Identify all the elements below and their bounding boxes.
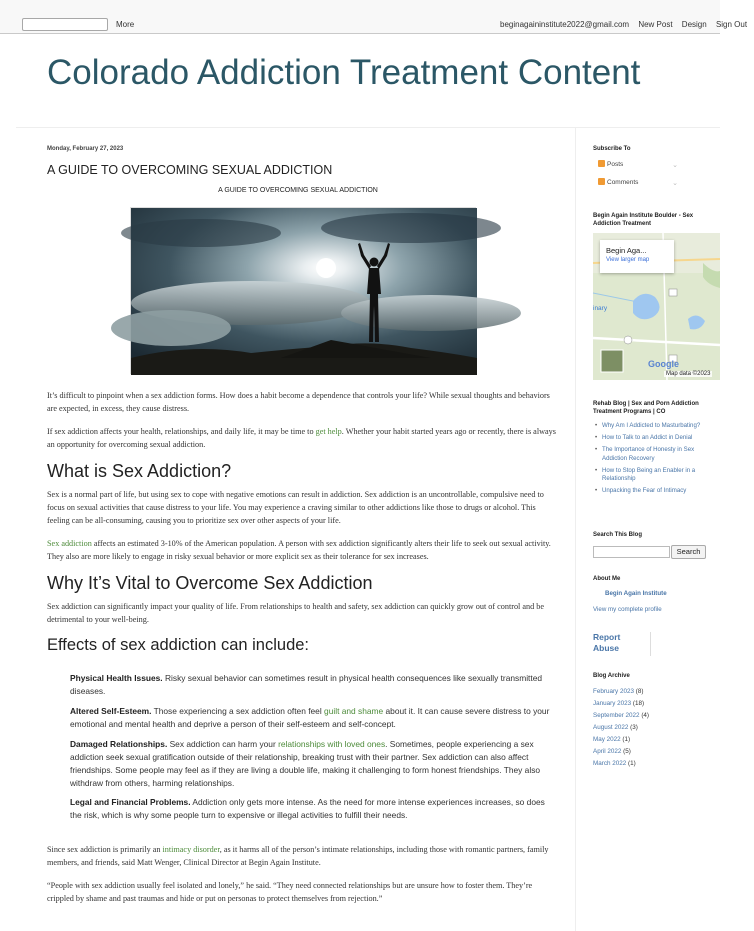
silhouette-sunrise-image [131, 208, 477, 375]
archive-item[interactable] [593, 688, 713, 696]
rehab-blog-heading: Rehab Blog | Sex and Porn Addiction Treatment Programs | CO [593, 401, 699, 415]
chevron-down-icon[interactable]: ⌄ [672, 180, 678, 187]
map-attribution[interactable]: Map data ©2023 [666, 371, 711, 377]
search-input[interactable] [593, 546, 670, 558]
impact-paragraph: Sex addiction can significantly impact your quality of life. From relationships to health and safety, sex addiction can quickly grow out of control and be detrimental to your well-being. [47, 602, 544, 624]
map-place-label: inary [593, 305, 608, 312]
about-heading: About Me [593, 576, 621, 582]
list-item[interactable]: • Unpacking the Fear of Intimacy [593, 487, 711, 496]
archive-count: (1) [622, 736, 631, 743]
heading-effects: Effects of sex addiction can include: [47, 636, 310, 654]
map-card-title: Begin Aga... [606, 246, 647, 255]
effect-text-2: . Sometimes, people experiencing a sex addiction seek sexual gratification outside of their relationship, breaking trust with their partner. Sex addiction can also affect friendships. Some people may feel as if they are living a double life, making it challenging to form honest friendships. They also withdraw from others, harming relationships. [70, 739, 541, 788]
effect-title: Legal and Financial Problems. [70, 797, 191, 807]
archive-item[interactable] [593, 736, 713, 744]
archive-heading: Blog Archive [593, 673, 630, 679]
help-paragraph-text: If sex addiction affects your health, relationships, and daily life, it may be time to [47, 427, 316, 436]
quote-paragraph: “People with sex addiction usually feel isolated and lonely,” he said. “They need connected relationships but are unsure how to foster them. They’re crippled by shame and past traumas and hide or put on personas to protect themselves from rejection.” [47, 881, 533, 903]
effect-item [70, 796, 552, 822]
subscribe-posts-label: Posts [607, 161, 624, 168]
archive-month-link[interactable]: May 2022 [593, 736, 621, 743]
more-link[interactable]: More [116, 20, 135, 29]
effect-item [70, 672, 552, 698]
signout-link[interactable]: Sign Out [715, 20, 748, 29]
heading-what-is-sex-addiction: What is Sex Addiction? [47, 461, 232, 481]
archive-item[interactable] [593, 700, 713, 708]
definition-paragraph: Sex is a normal part of life, but using sex to cope with negative emotions can result in addiction. Sex addiction is an uncontrollable, compulsive need to focus on sexual activities that cause distress to your life. You may experience a craving similar to other addictions like those to drugs or alcohol. This feeling can be all-consuming, causing you to prioritize sex over other aspects of your life. [47, 490, 544, 525]
archive-month-link[interactable]: April 2022 [593, 748, 622, 755]
archive-count: (8) [635, 688, 644, 695]
search-button[interactable]: Search [671, 545, 706, 559]
get-help-link[interactable]: get help [315, 427, 342, 436]
effect-text: Addiction only gets more intense. As the need for more intense experiences increases, so does the risk, which is why some people turn to expensive or illegal activities to fulfill their needs. [70, 797, 545, 820]
post-subtitle: A GUIDE TO OVERCOMING SEXUAL ADDICTION [218, 187, 378, 194]
new-post-link[interactable]: New Post [638, 20, 673, 29]
subscribe-heading: Subscribe To [593, 146, 631, 152]
subscribe-comments-label: Comments [607, 179, 639, 186]
archive-count: (1) [628, 760, 636, 767]
list-item[interactable]: • The Importance of Honesty in Sex Addiction Recovery [593, 446, 711, 463]
list-item[interactable]: • How to Stop Being an Enabler in a Relationship [593, 467, 711, 484]
chevron-down-icon[interactable]: ⌄ [672, 162, 678, 169]
help-paragraph-text-2: . Whether your habit started years ago or recently, there is always an opportunity for overcoming sexual addiction. [47, 427, 556, 449]
archive-month-link[interactable]: February 2023 [593, 688, 634, 695]
effect-text-2: about it. It can cause severe distress to your emotional and mental health and deprive a person of their self-esteem and self-concept. [70, 706, 550, 729]
intimacy-paragraph-text: Since sex addiction is primarily an [47, 845, 163, 854]
help-paragraph [47, 425, 559, 451]
effect-text: Those experiencing a sex addiction often feel [151, 706, 325, 716]
view-larger-map-link[interactable]: View larger map [606, 257, 650, 263]
subscribe-comments[interactable] [598, 178, 682, 191]
intimacy-disorder-link[interactable]: intimacy disorder [162, 845, 220, 854]
post-date: Monday, February 27, 2023 [47, 146, 124, 152]
rss-feed-icon [598, 178, 605, 185]
effect-title: Altered Self-Esteem. [70, 706, 152, 716]
blog-title[interactable]: Colorado Addiction Treatment Content [47, 53, 641, 92]
top-navbar [0, 0, 748, 34]
subscribe-posts[interactable] [598, 160, 682, 173]
relationships-link[interactable]: relationships with loved ones [278, 739, 386, 749]
archive-month-link[interactable]: March 2022 [593, 760, 627, 767]
heading-why-vital: Why It’s Vital to Overcome Sex Addiction [47, 573, 373, 593]
archive-count: (5) [623, 748, 631, 755]
map-heading: Begin Again Institute Boulder - Sex Addiction Treatment [593, 213, 694, 227]
statistics-paragraph [47, 537, 559, 563]
intimacy-paragraph-text-2: , as it harms all of the person’s intimate relationships, including those with romantic partners, family members, and friends, said Matt Wenger, Clinical Director at Begin Again Institute. [47, 845, 549, 867]
effect-text: Risky sexual behavior can sometimes result in physical health consequences like sexually transmitted diseases. [70, 673, 543, 696]
statistics-paragraph-text: affects an estimated 3-10% of the American population. A person with sex addiction significantly alters their life to seek out sexual activity. They also are more likely to engage in risky sexual behavior or more explicit sex as their tolerance for sex increases. [47, 539, 551, 561]
intro-paragraph: It’s difficult to pinpoint when a sex addiction forms. How does a habit become a dependence that controls your life? While sexual thoughts and behaviors are expected, in excess, they cause distress. [47, 391, 550, 413]
navbar-search-input[interactable] [22, 18, 108, 31]
archive-item[interactable] [593, 712, 713, 720]
archive-count: (18) [632, 700, 645, 707]
archive-month-link[interactable]: January 2023 [593, 700, 632, 707]
archive-month-link[interactable]: September 2022 [593, 712, 640, 719]
list-item[interactable]: • How to Talk to an Addict in Denial [593, 434, 711, 443]
archive-item[interactable] [593, 724, 713, 732]
archive-count: (3) [630, 724, 638, 731]
archive-item[interactable] [593, 760, 713, 768]
effect-title: Damaged Relationships. [70, 739, 168, 749]
view-profile-link[interactable]: View my complete profile [593, 606, 662, 613]
search-heading: Search This Blog [593, 532, 643, 538]
archive-item[interactable] [593, 748, 713, 756]
effect-title: Physical Health Issues. [70, 673, 163, 683]
archive-month-link[interactable]: August 2022 [593, 724, 629, 731]
effect-text: Sex addiction can harm your [167, 739, 279, 749]
navbar-account-links [500, 20, 748, 29]
design-link[interactable]: Design [681, 20, 707, 29]
rss-feed-icon [598, 160, 605, 167]
effect-item [70, 738, 552, 790]
map-info-card [600, 240, 674, 273]
sex-addiction-link[interactable]: Sex addiction [47, 539, 92, 548]
google-logo: Google [648, 359, 679, 369]
report-abuse-link[interactable]: Report Abuse [593, 632, 621, 653]
account-email[interactable]: beginagaininstitute2022@gmail.com [500, 20, 630, 29]
effect-item [70, 705, 552, 731]
post-title[interactable]: A GUIDE TO OVERCOMING SEXUAL ADDICTION [47, 163, 333, 177]
rehab-blog-list [593, 422, 711, 499]
divider [650, 632, 651, 656]
list-item[interactable]: • Why Am I Addicted to Masturbating? [593, 422, 711, 431]
guilt-and-shame-link[interactable]: guilt and shame [324, 706, 384, 716]
post-hero-image[interactable] [130, 207, 476, 374]
intimacy-paragraph [47, 843, 559, 869]
archive-count: (4) [641, 712, 650, 719]
about-name-link[interactable]: Begin Again Institute [605, 590, 667, 597]
